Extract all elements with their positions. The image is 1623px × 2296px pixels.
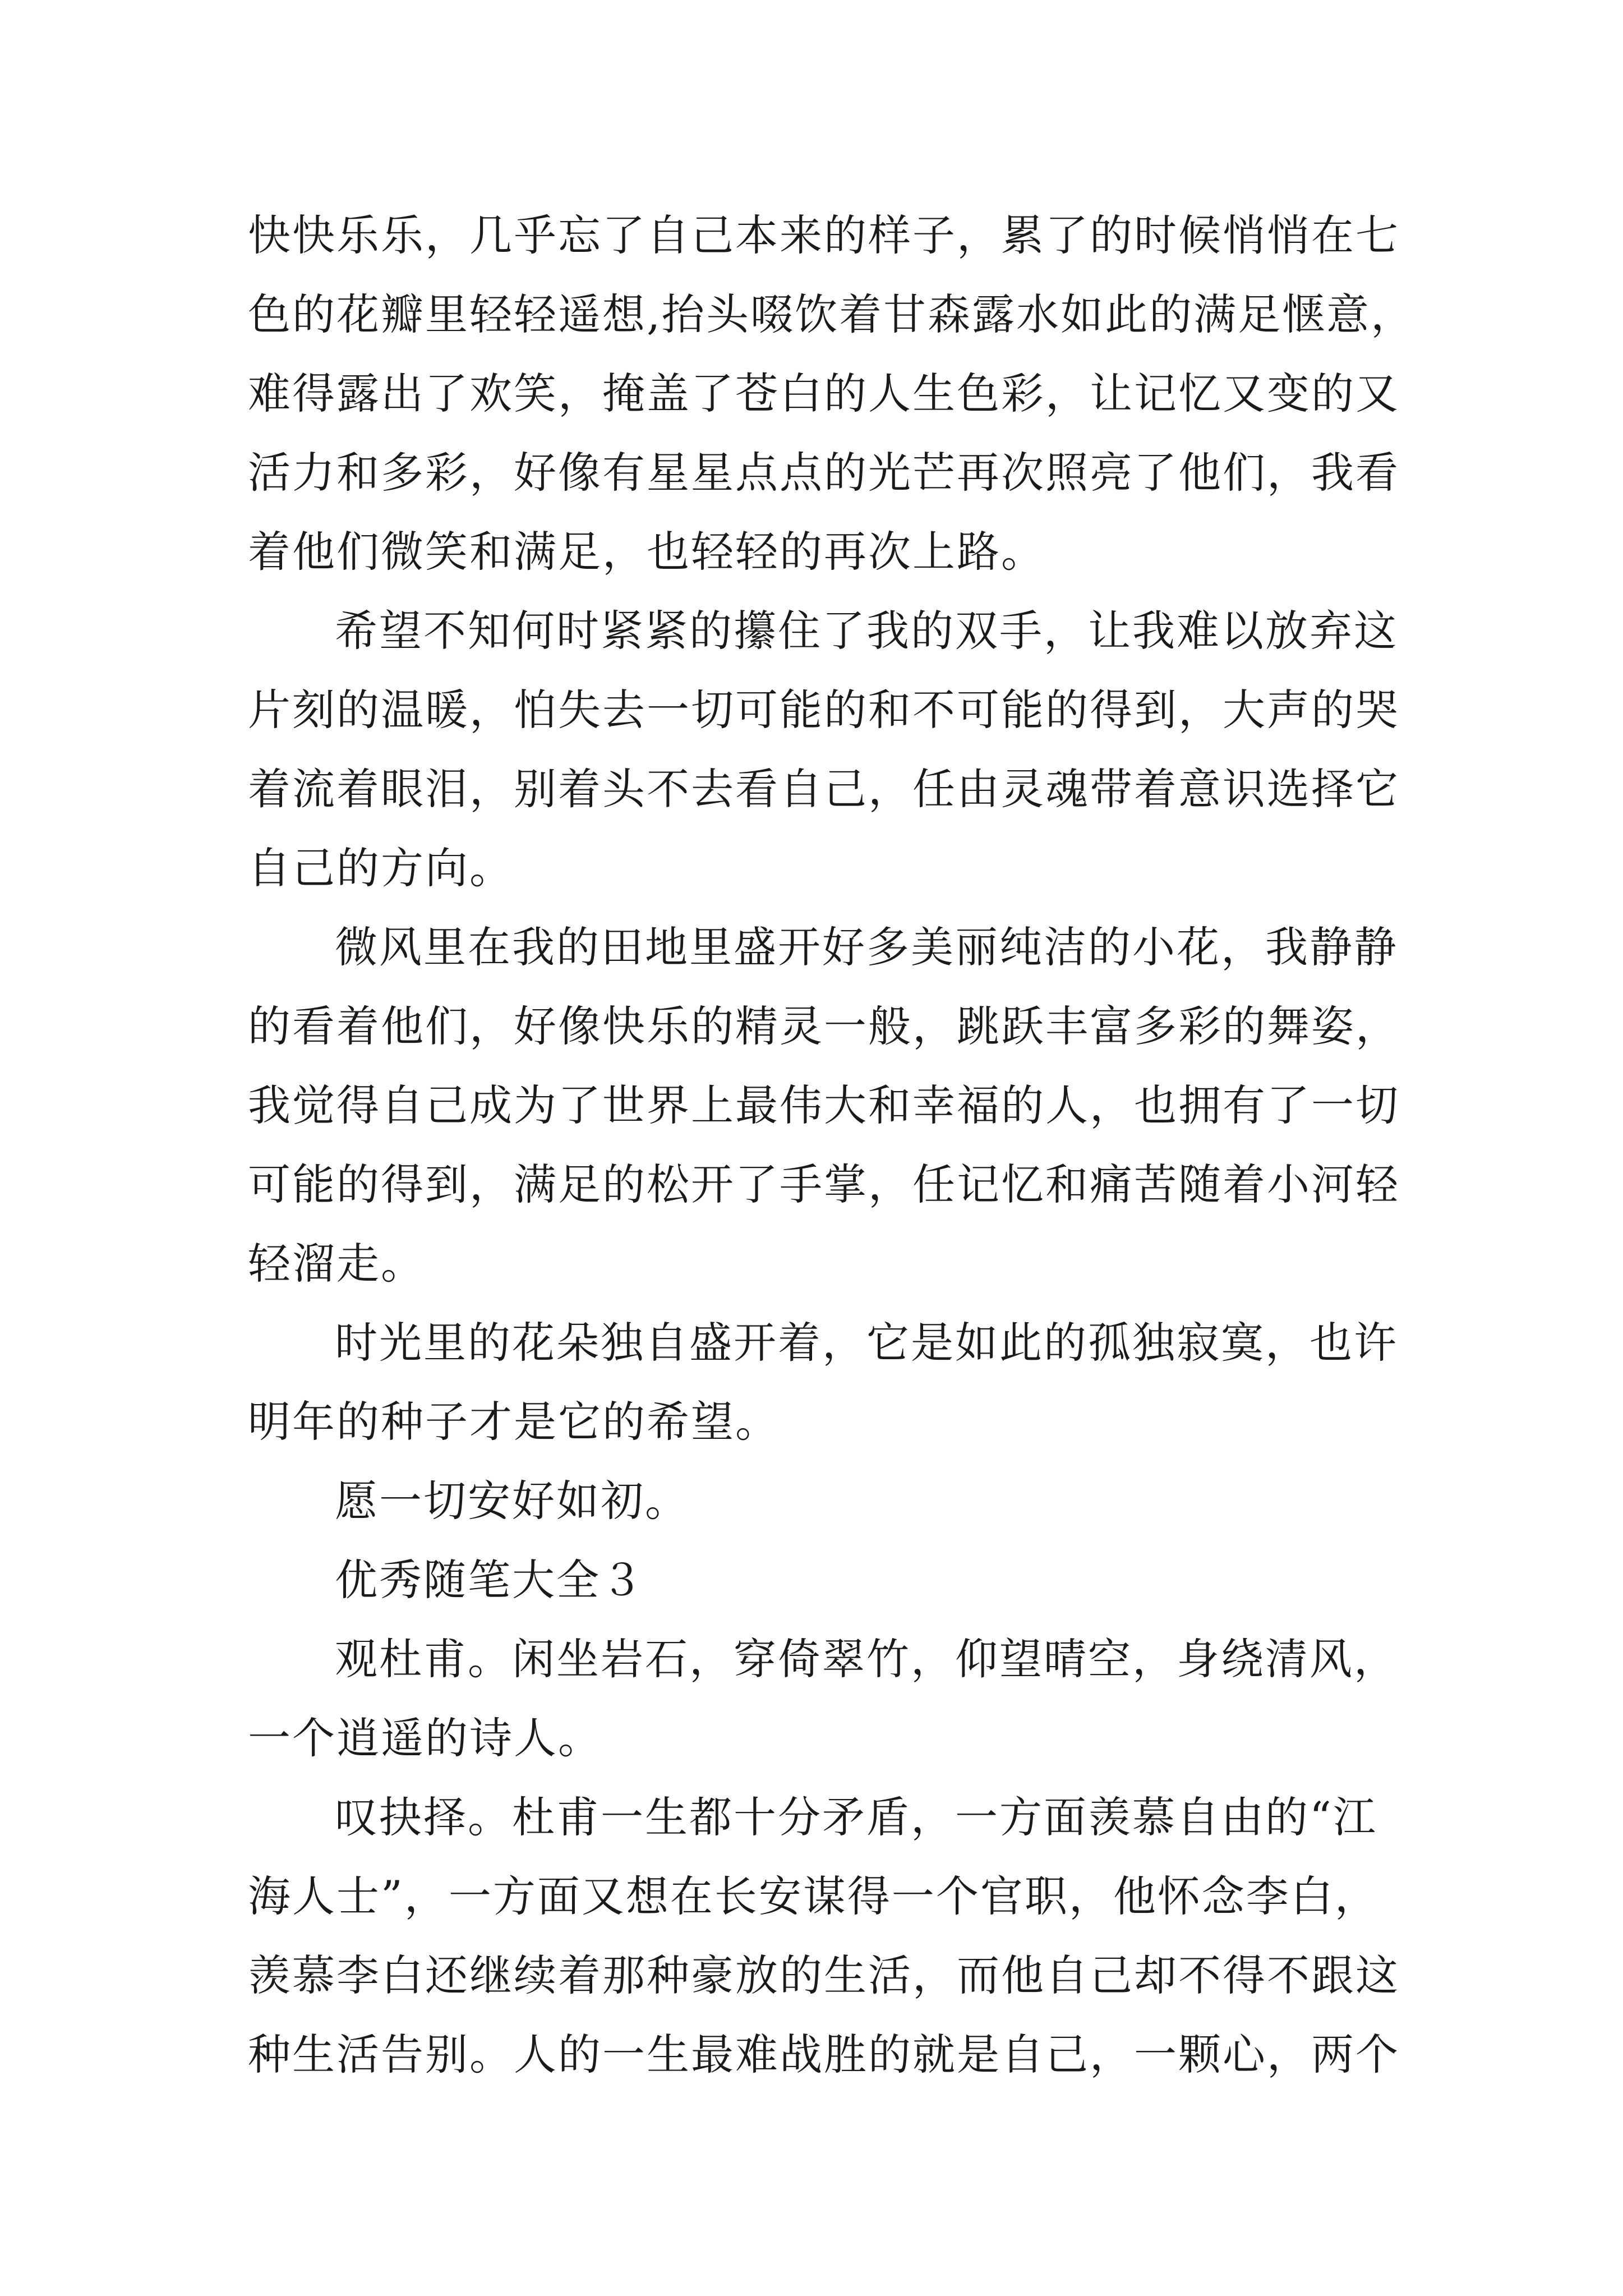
text-line: 着流着眼泪，别着头不去看自己，任由灵魂带着意识选择它 bbox=[248, 764, 1400, 814]
text-line: 一个逍遥的诗人。 bbox=[248, 1713, 602, 1763]
paragraph-first-line: 叹抉择。杜甫一生都十分矛盾，一方面羡慕自由的“江 bbox=[335, 1792, 1377, 1842]
text-line: 的看着他们，好像快乐的精灵一般，跳跃丰富多彩的舞姿， bbox=[248, 1001, 1400, 1051]
section-heading: 优秀随笔大全３ bbox=[335, 1555, 645, 1605]
text-line: 难得露出了欢笑，掩盖了苍白的人生色彩，让记忆又变的又 bbox=[248, 369, 1400, 418]
text-line: 快快乐乐，几乎忘了自己本来的样子，累了的时候悄悄在七 bbox=[248, 210, 1400, 260]
text-line: 片刻的温暖，怕失去一切可能的和不可能的得到，大声的哭 bbox=[248, 685, 1400, 735]
text-line: 种生活告别。人的一生最难战胜的就是自己，一颗心，两个 bbox=[248, 2030, 1400, 2079]
text-line: 自己的方向。 bbox=[248, 843, 514, 893]
text-line: 我觉得自己成为了世界上最伟大和幸福的人，也拥有了一切 bbox=[248, 1080, 1400, 1130]
text-line: 可能的得到，满足的松开了手掌，任记忆和痛苦随着小河轻 bbox=[248, 1159, 1400, 1209]
text-line: 着他们微笑和满足，也轻轻的再次上路。 bbox=[248, 527, 1045, 577]
paragraph-first-line: 愿一切安好如初。 bbox=[335, 1476, 689, 1526]
text-line: 羡慕李白还继续着那种豪放的生活，而他自己却不得不跟这 bbox=[248, 1950, 1400, 2000]
paragraph-first-line: 时光里的花朵独自盛开着，它是如此的孤独寂寞，也许 bbox=[335, 1318, 1398, 1368]
paragraph-first-line: 希望不知何时紧紧的攥住了我的双手，让我难以放弃这 bbox=[335, 606, 1398, 656]
paragraph-first-line: 观杜甫。闲坐岩石，穿倚翠竹，仰望晴空，身绕清风， bbox=[335, 1634, 1398, 1684]
text-line: 海人士”，一方面又想在长安谋得一个官职，他怀念李白， bbox=[248, 1871, 1379, 1921]
text-line: 轻溜走。 bbox=[248, 1239, 425, 1289]
text-line: 活力和多彩，好像有星星点点的光芒再次照亮了他们，我看 bbox=[248, 448, 1400, 498]
paragraph-first-line: 微风里在我的田地里盛开好多美丽纯洁的小花，我静静 bbox=[335, 922, 1398, 972]
text-line: 色的花瓣里轻轻遥想,抬头啜饮着甘森露水如此的满足惬意， bbox=[248, 289, 1415, 339]
text-line: 明年的种子才是它的希望。 bbox=[248, 1397, 780, 1447]
